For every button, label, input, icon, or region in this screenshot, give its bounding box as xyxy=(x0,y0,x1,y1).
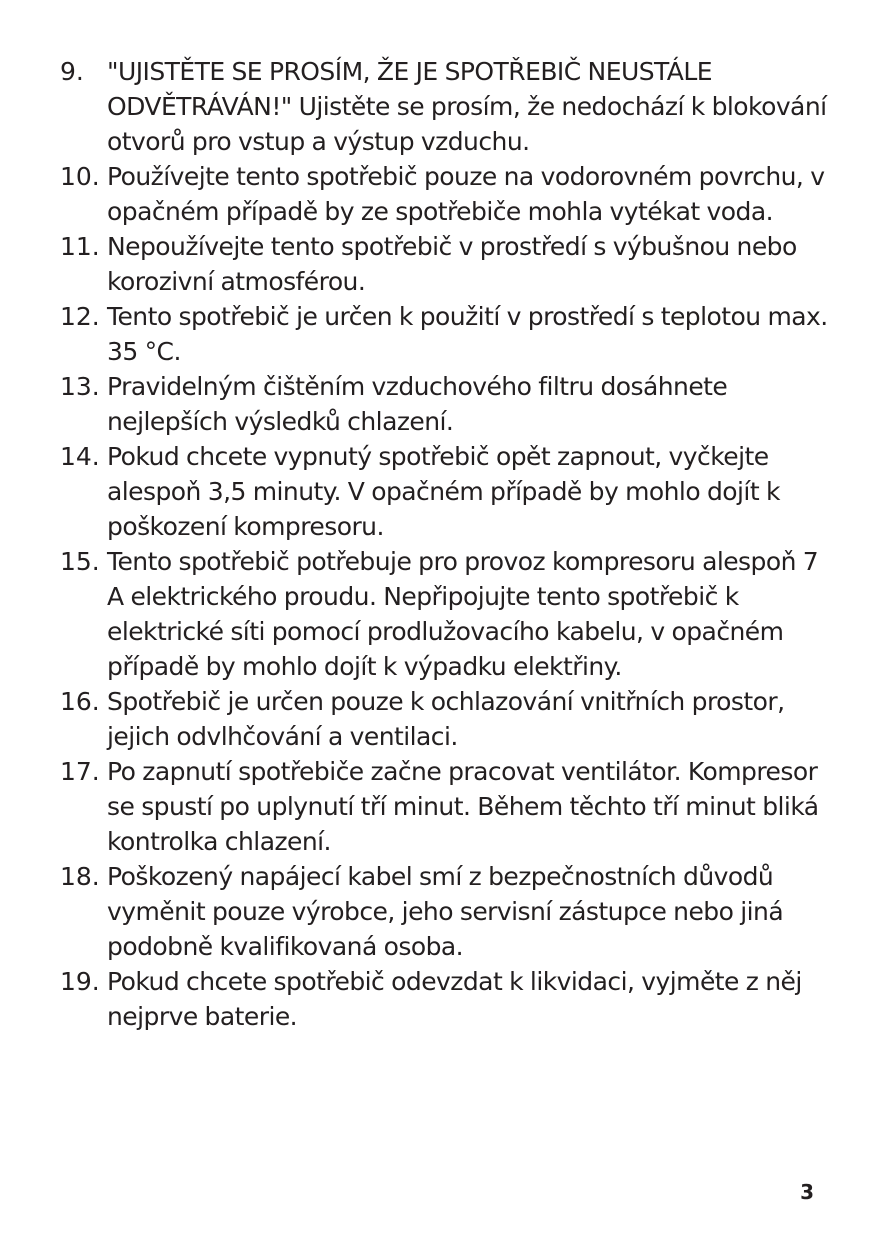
list-item xyxy=(60,299,840,369)
item-number: 13. xyxy=(60,372,100,401)
list-item xyxy=(60,859,840,964)
list-item xyxy=(60,54,840,159)
item-text: Pokud chcete spotřebič odevzdat k likvidaci, vyjměte z něj nejprve baterie. xyxy=(107,967,802,1031)
item-number: 10. xyxy=(60,162,100,191)
item-number: 19. xyxy=(60,967,100,996)
list-item xyxy=(60,439,840,544)
item-number: 14. xyxy=(60,442,100,471)
item-text: Pravidelným čištěním vzduchového filtru dosáhnete nejlepších výsledků chlazení. xyxy=(107,372,728,436)
list-item xyxy=(60,544,840,684)
list-item xyxy=(60,229,840,299)
list-item xyxy=(60,754,840,859)
item-text: Spotřebič je určen pouze k ochlazování vnitřních prostor, jejich odvlhčování a ventilaci. xyxy=(107,687,785,751)
item-number: 9. xyxy=(60,57,84,86)
item-text: Poškozený napájecí kabel smí z bezpečnostních důvodů vyměnit pouze výrobce, jeho servisní zástupce nebo jiná podobně kvalifikovaná osoba. xyxy=(107,862,784,961)
item-text: Pokud chcete vypnutý spotřebič opět zapnout, vyčkejte alespoň 3,5 minuty. V opačném případě by mohlo dojít k poškození kompresoru. xyxy=(107,442,780,541)
item-number: 11. xyxy=(60,232,100,261)
item-number: 16. xyxy=(60,687,100,716)
list-item xyxy=(60,159,840,229)
list-item xyxy=(60,684,840,754)
list-item xyxy=(60,964,840,1034)
item-text: Nepoužívejte tento spotřebič v prostředí s výbušnou nebo korozivní atmosférou. xyxy=(107,232,797,296)
item-number: 15. xyxy=(60,547,100,576)
item-number: 17. xyxy=(60,757,100,786)
item-number: 18. xyxy=(60,862,100,891)
item-text: Po zapnutí spotřebiče začne pracovat ventilátor. Kompresor se spustí po uplynutí tří minut. Během těchto tří minut bliká kontrolka chlazení. xyxy=(107,757,819,856)
list-item xyxy=(60,369,840,439)
safety-instructions-list xyxy=(60,54,840,1034)
item-text: Používejte tento spotřebič pouze na vodorovném povrchu, v opačném případě by ze spotřebiče mohla vytékat voda. xyxy=(107,162,825,226)
item-text: Tento spotřebič potřebuje pro provoz kompresoru alespoň 7 A elektrického proudu. Nepřipojujte tento spotřebič k elektrické síti pomocí prodlužovacího kabelu, v opačném případě by mohlo dojít k výpadku elektřiny. xyxy=(107,547,819,681)
item-text: Tento spotřebič je určen k použití v prostředí s teplotou max. 35 °C. xyxy=(107,302,828,366)
page-number: 3 xyxy=(800,1180,814,1204)
item-text: "UJISTĚTE SE PROSÍM, ŽE JE SPOTŘEBIČ NEUSTÁLE ODVĚTRÁVÁN!" Ujistěte se prosím, že nedochází k blokování otvorů pro vstup a výstup vzduchu. xyxy=(107,57,827,156)
item-number: 12. xyxy=(60,302,100,331)
